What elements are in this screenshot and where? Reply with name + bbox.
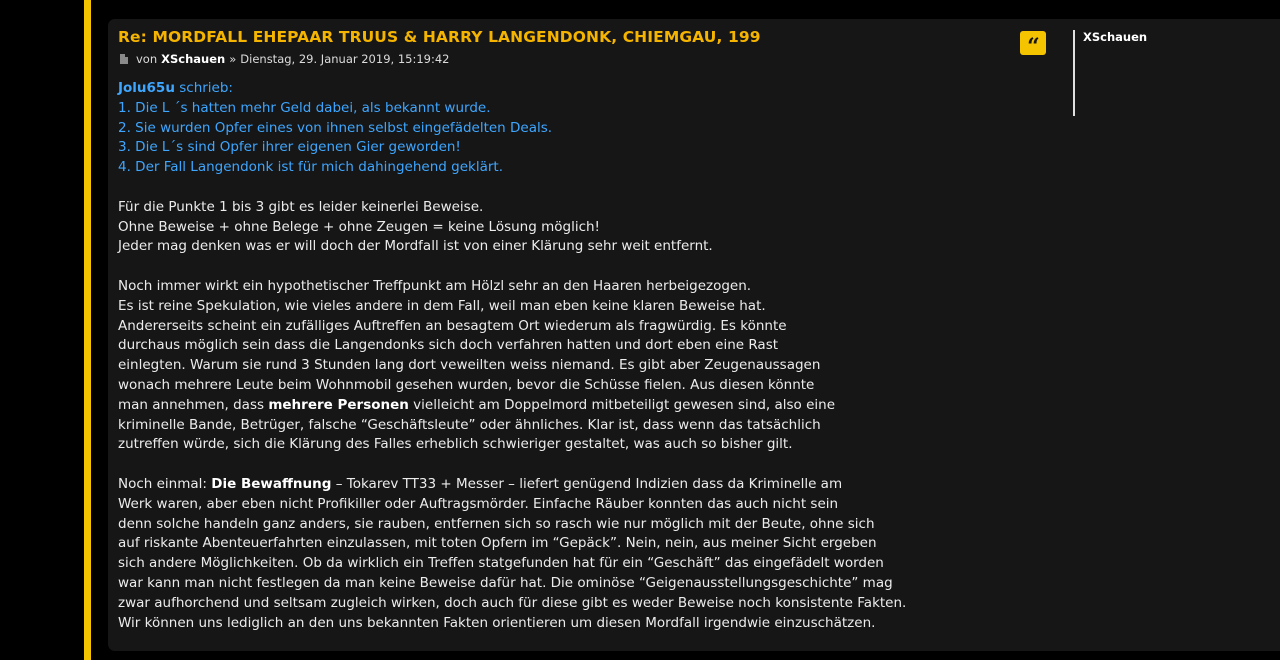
text-line: kriminelle Bande, Betrüger, falsche “Geschäftsleute” oder ähnliches. Klar ist, dass wenn das tatsächlich [118, 416, 821, 433]
text-line: zwar aufhorchend und seltsam zugleich wirken, doch auch für diese gibt es weder Beweise noch konsistente Fakten. [118, 594, 907, 611]
text-line: Für die Punkte 1 bis 3 gibt es leider keinerlei Beweise. [118, 198, 484, 215]
post-content [118, 198, 1018, 634]
paragraph-1 [118, 198, 1018, 257]
text-line: Ohne Beweise + ohne Belege + ohne Zeugen = keine Lösung möglich! [118, 218, 600, 235]
post-body [118, 27, 1018, 653]
text-line: einlegten. Warum sie rund 3 Stunden lang dort veweilten weiss niemand. Es gibt aber Zeugenaussagen [118, 357, 821, 374]
quote-block [118, 79, 1018, 178]
text-line: war kann man nicht festlegen da man keine Beweise dafür hat. Die ominöse “Geigenausstellungsgeschichte” mag [118, 574, 893, 591]
text-line: Werk waren, aber eben nicht Profikiller oder Auftragsmörder. Einfache Räuber konnten das auch nicht sein [118, 495, 839, 512]
bold-text: Die Bewaffnung [211, 475, 332, 492]
post-meta [118, 51, 1018, 67]
paragraph-3 [118, 475, 1018, 633]
text-line: Wir können uns lediglich an den uns bekannten Fakten orientieren um diesen Mordfall irgendwie einzuschätzen. [118, 614, 876, 631]
text-line: sich andere Möglichkeiten. Ob da wirklich ein Treffen statgefunden hat für ein “Geschäft” das eingefädelt worden [118, 555, 884, 572]
quote-button[interactable] [1020, 31, 1046, 60]
text-line [118, 475, 1018, 495]
text-line: Jeder mag denken was er will doch der Mordfall ist von einer Klärung sehr weit entfernt. [118, 238, 713, 255]
text-span: Noch einmal: [118, 475, 212, 492]
forum-post [108, 19, 1280, 651]
text-line: auf riskante Abenteuerfahrten einzulassen, mit toten Opfern im “Gepäck”. Nein, nein, aus meiner Sicht ergeben [118, 535, 877, 552]
meta-separator: » [229, 52, 237, 66]
meta-by-label: von [136, 52, 158, 66]
post-profile [1073, 30, 1245, 116]
text-line [118, 396, 1018, 416]
quote-line: 2. Sie wurden Opfer eines von ihnen selbst eingefädelten Deals. [118, 119, 553, 136]
text-line: Andererseits scheint ein zufälliges Auftreffen an besagtem Ort wiederum als fragwürdig. Es könnte [118, 317, 787, 334]
quote-line: 3. Die L´s sind Opfer ihrer eigenen Gier geworden! [118, 139, 461, 156]
quote-header [118, 79, 1018, 99]
meta-author-link[interactable]: XSchauen [161, 52, 226, 66]
profile-username[interactable]: XSchauen [1083, 30, 1148, 44]
quote-author: Jolu65u [118, 80, 175, 96]
text-span: man annehmen, dass [118, 396, 269, 413]
post-title[interactable]: Re: MORDFALL EHEPAAR TRUUS & HARRY LANGENDONK, CHIEMGAU, 199 [118, 28, 761, 46]
left-accent-bar [84, 0, 91, 660]
paragraph-2 [118, 277, 1018, 455]
text-line: wonach mehrere Leute beim Wohnmobil gesehen wurden, bevor die Schüsse fielen. Aus diesen könnte [118, 376, 815, 393]
text-line: Noch immer wirkt ein hypothetischer Treffpunkt am Hölzl sehr an den Haaren herbeigezogen. [118, 277, 752, 294]
bold-text: mehrere Personen [268, 396, 409, 413]
text-line: durchaus möglich sein dass die Langendonks sich doch verfahren hatten und dort eben eine Rast [118, 337, 779, 354]
post-icon[interactable] [120, 54, 128, 64]
text-span: – Tokarev TT33 + Messer – liefert genügend Indizien dass da Kriminelle am [331, 475, 843, 492]
text-line: zutreffen würde, sich die Klärung des Falles erheblich schwieriger gestaltet, was auch so bisher gilt. [118, 436, 793, 453]
meta-date: Dienstag, 29. Januar 2019, 15:19:42 [240, 52, 450, 66]
text-line: denn solche handeln ganz anders, sie rauben, entfernen sich so rasch wie nur möglich mit der Beute, ohne sich [118, 515, 875, 532]
text-line: Es ist reine Spekulation, wie vieles andere in dem Fall, weil man eben keine klaren Beweise hat. [118, 297, 766, 314]
quote-line: 1. Die L ´s hatten mehr Geld dabei, als bekannt wurde. [118, 99, 491, 116]
text-span: vielleicht am Doppelmord mitbeteiligt gewesen sind, also eine [408, 396, 835, 413]
quote-line: 4. Der Fall Langendonk ist für mich dahingehend geklärt. [118, 159, 503, 176]
quote-wrote-label: schrieb: [179, 80, 233, 96]
quote-icon: “ [1027, 34, 1039, 60]
